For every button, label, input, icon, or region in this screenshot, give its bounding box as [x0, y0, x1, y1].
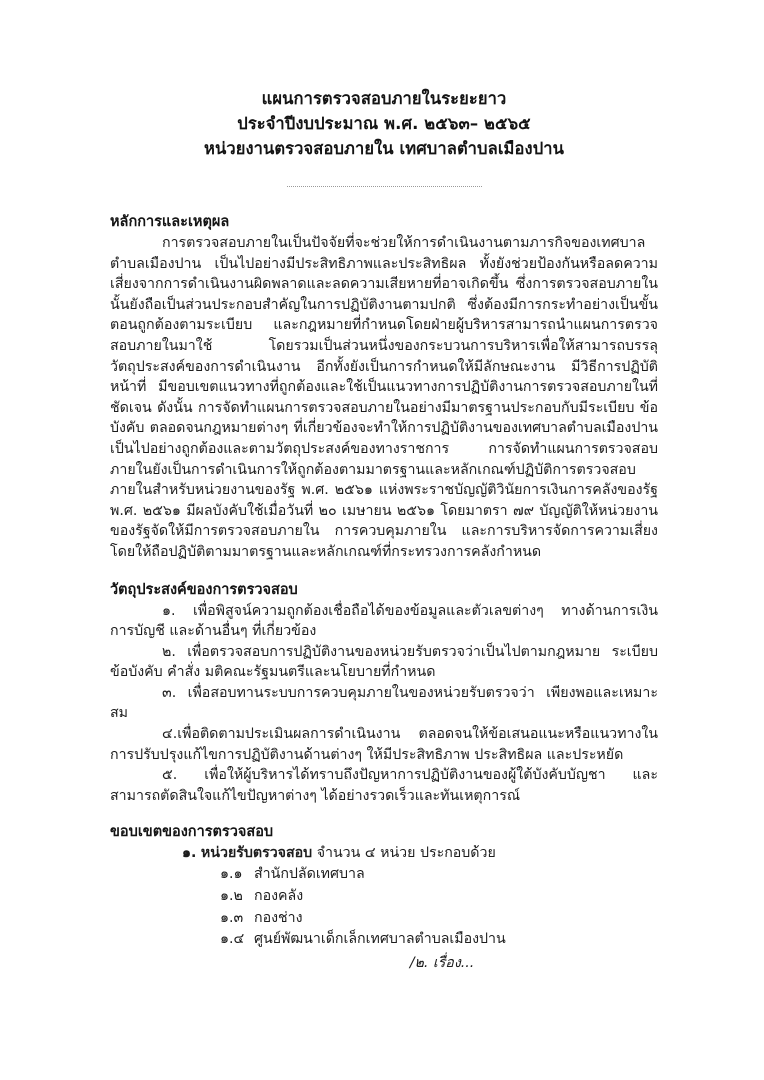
objective-item-3: ๓. เพื่อสอบทานระบบการควบคุมภายในของหน่วยรับตรวจว่า เพียงพอและเหมาะสม: [110, 684, 658, 722]
paragraph-principles: การตรวจสอบภายในเป็นปัจจัยที่จะช่วยให้การดำเนินงานตามภารกิจของเทศบาลตำบลเมืองปาน เป็นไปอย่างมีประสิทธิภาพและประสิทธิผล ทั้งยังช่วยป้องกันหรือลดความเสี่ยงจากการดำเนินงานผิดพลาดและลดความเสียหายที่อาจเกิดขึ้น ซึ่งการตรวจสอบภายในนั้นยังถือเป็นส่วนประกอบสำคัญในการปฏิบัติงานตามปกติ ซึ่งต้องมีการกระทำอย่างเป็นขั้นตอนถูกต้องตามระเบียบ และกฎหมายที่กำหนดโดยฝ่ายผู้บริหารสามารถนำแผนการตรวจสอบภายในมาใช้ โดยรวมเป็นส่วนหนึ่งของกระบวนการบริหารเพื่อให้สามารถบรรลุวัตถุประสงค์ของการดำเนินงาน อีกทั้งยังเป็นการกำหนดให้มีลักษณะงาน มีวิธีการปฏิบัติหน้าที่ มีขอบเขตแนวทางที่ถูกต้องและใช้เป็นแนวทางการปฏิบัติงานการตรวจสอบภายในที่ชัดเจน ดังนั้น การจัดทำแผนการตรวจสอบภายในอย่างมีมาตรฐานประกอบกับมีระเบียบ ข้อบังคับ ตลอดจนกฎหมายต่างๆ ที่เกี่ยวข้องจะทำให้การปฏิบัติงานของเทศบาลตำบลเมืองปาน เป็นไปอย่างถูกต้องและตามวัตถุประสงค์ของทางราชการ การจัดทำแผนการตรวจสอบภายในยังเป็นการดำเนินการให้ถูกต้องตามมาตรฐานและหลักเกณฑ์ปฏิบัติการตรวจสอบภายในสำหรับหน่วยงานของรัฐ พ.ศ. ๒๕๖๑ แห่งพระราชบัญญัติวินัยการเงินการคลังของรัฐ พ.ศ. ๒๕๖๑ มีผลบังคับใช้เมื่อวันที่ ๒๐ เมษายน ๒๕๖๑ โดยมาตรา ๗๙ บัญญัติให้หน่วยงานของรัฐจัดให้มีการตรวจสอบภายใน การควบคุมภายใน และการบริหารจัดการความเสี่ยง โดยให้ถือปฏิบัติตามมาตรฐานและหลักเกณฑ์ที่กระทรวงการคลังกำหนด: [110, 235, 658, 560]
title-line-1: แผนการตรวจสอบภายในระยะยาว: [261, 89, 507, 108]
scope-item-1-number: ๑.: [182, 845, 197, 862]
scope-subitem-1-4: [110, 929, 658, 951]
scope-subitem-1-4-label: ศูนย์พัฒนาเด็กเล็กเทศบาลตำบลเมืองปาน: [254, 931, 506, 948]
objective-item-1: ๑. เพื่อพิสูจน์ความถูกต้องเชื่อถือได้ของข้อมูลและตัวเลขต่างๆ ทางด้านการเงิน การบัญชี และด้านอื่นๆ ที่เกี่ยวข้อง: [110, 602, 658, 640]
continuation-marker: /๒. เรื่อง...: [409, 955, 475, 971]
heading-scope: ขอบเขตของการตรวจสอบ: [110, 824, 274, 841]
title-line-3: หน่วยงานตรวจสอบภายใน เทศบาลตำบลเมืองปาน: [203, 139, 565, 158]
page-content: [110, 0, 658, 951]
scope-subitem-1-1-label: สำนักปลัดเทศบาล: [254, 866, 365, 883]
scope-item-1-label: หน่วยรับตรวจสอบ: [200, 845, 313, 862]
scope-subitem-1-3-label: กองช่าง: [254, 909, 303, 926]
scope-item-1-rest: จำนวน ๔ หน่วย ประกอบด้วย: [316, 845, 496, 862]
scope-subitem-1-1: [110, 864, 658, 886]
scope-subitem-1-4-number: ๑.๔: [220, 931, 245, 948]
scope-subitem-1-2-label: กองคลัง: [254, 888, 304, 905]
objective-item-2: ๒. เพื่อตรวจสอบการปฏิบัติงานของหน่วยรับตรวจว่าเป็นไปตามกฎหมาย ระเบียบ ข้อบังคับ คำสั่ง มติคณะรัฐมนตรีและนโยบายที่กำหนด: [110, 643, 658, 681]
scope-subitem-1-1-number: ๑.๑: [220, 866, 243, 883]
scope-subitem-1-2: [110, 886, 658, 908]
objective-item-4: ๔.เพื่อติดตามประเมินผลการดำเนินงาน ตลอดจนให้ข้อเสนอแนะหรือแนวทางในการปรับปรุงแก้ไขการปฏิบัติงานด้านต่างๆ ให้มีประสิทธิภาพ ประสิทธิผล และประหยัด: [110, 726, 658, 763]
scope-subitem-1-2-number: ๑.๒: [220, 888, 243, 905]
page-footer: [0, 952, 764, 973]
objective-item-5: ๕. เพื่อให้ผู้บริหารได้ทราบถึงปัญหาการปฏิบัติงานของผู้ใต้บังคับบัญชา และสามารถตัดสินใจแก้ไขปัญหาต่างๆ ได้อย่างรวดเร็วและทันเหตุการณ์: [110, 767, 658, 804]
scope-subitem-1-3: [110, 908, 658, 930]
title-separator: [110, 176, 658, 195]
scope-subitem-1-3-number: ๑.๓: [220, 909, 244, 926]
heading-objectives: วัตถุประสงค์ของการตรวจสอบ: [110, 581, 298, 598]
heading-principles: หลักการและเหตุผล: [110, 214, 230, 230]
title-line-2: ประจำปีงบประมาณ พ.ศ. ๒๕๖๓– ๒๕๖๕: [237, 114, 531, 133]
scope-item-1: [110, 843, 658, 864]
document-title-block: [110, 0, 658, 161]
dotted-rule-icon: [287, 186, 482, 187]
